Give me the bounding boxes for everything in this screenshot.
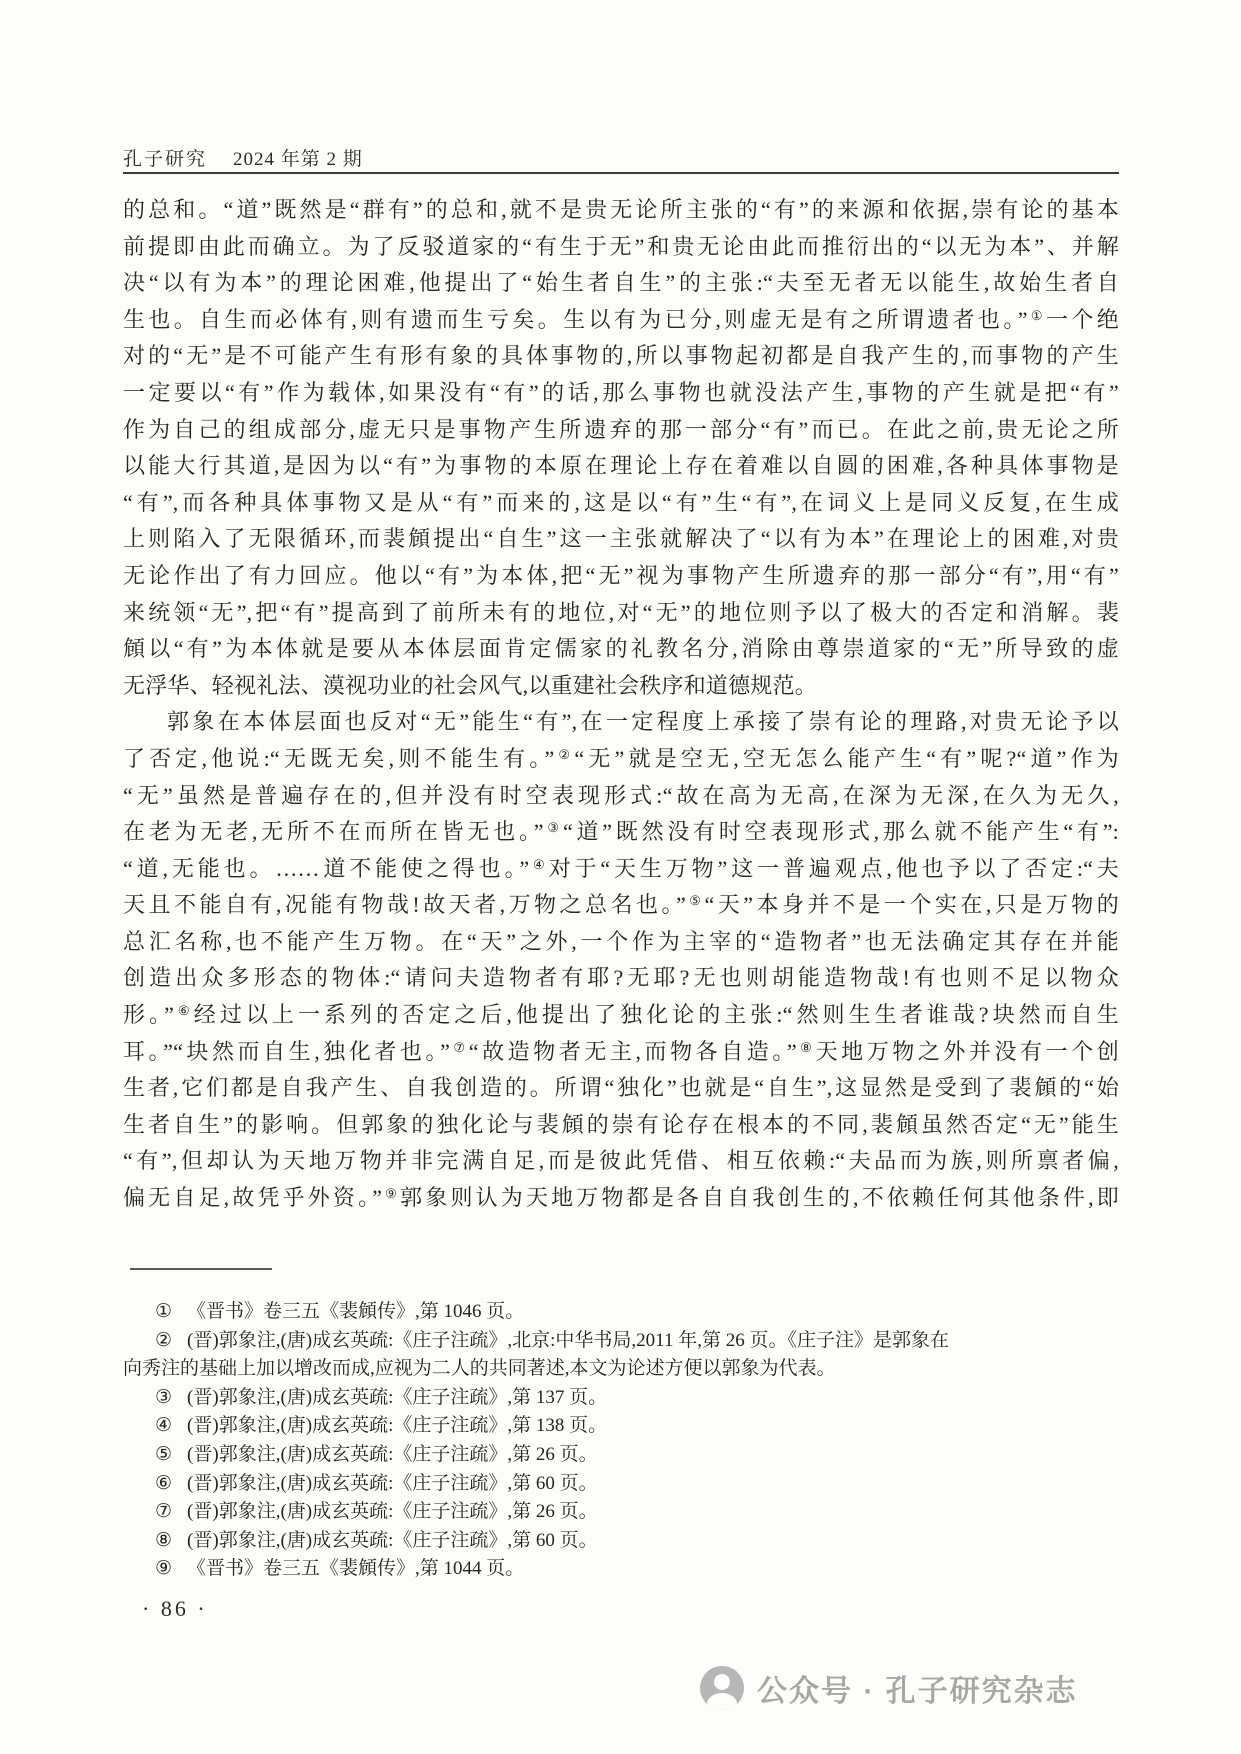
body-line: “无”虽然是普遍存在的,但并没有时空表现形式:“故在高为无高,在深为无深,在久为无久, [123, 782, 1119, 808]
footnote-ref: ④ [529, 856, 549, 872]
footnote-marker: ⑤ [155, 1443, 173, 1465]
body-line: 创造出众多形态的物体:“请问夫造物者有耶?无耶?无也则胡能造物哉!有也则不足以物众 [123, 965, 1119, 991]
body-line: 前提即由此而确立。为了反驳道家的“有生于无”和贵无论由此而推衍出的“以无为本”、并解 [123, 233, 1119, 259]
watermark-text: 公众号 · 孔子研究杂志 [757, 1675, 1078, 1708]
body-line: “有”,而各种具体事物又是从“有”而来的,这是以“有”生“有”,在词义上是同义反复,在生成 [123, 489, 1119, 515]
footnotes-list [123, 1298, 1119, 1584]
footnote-line [123, 1327, 1119, 1356]
footnote-ref: ⑤ [685, 893, 705, 909]
footnote-line [123, 1412, 1119, 1441]
footnote-line [123, 1527, 1119, 1556]
body-line: 的总和。“道”既然是“群有”的总和,就不是贵无论所主张的“有”的来源和依据,崇有论的基本 [123, 197, 1119, 222]
footnote-text: (晋)郭象注,(唐)成玄英疏:《庄子注疏》,第 137 页。 [187, 1386, 608, 1408]
body-line: 耳。”“块然而自生,独化者也。”⑦“故造物者无主,而物各自造。”⑧天地万物之外并没有一个创 [123, 1038, 1119, 1064]
body-line: “道,无能也。……道不能使之得也。”④对于“天生万物”这一普遍观点,他也予以了否定:“夫 [123, 855, 1119, 881]
body-line: “有”,但却认为天地万物并非完满自足,而是彼此凭借、相互依赖:“夫品而为族,则所禀者偏, [123, 1148, 1119, 1174]
footnote-line [123, 1441, 1119, 1470]
footnote-line [123, 1498, 1119, 1527]
body-line: 天且不能自有,况能有物哉!故天者,万物之总名也。”⑤“天”本身并不是一个实在,只是万物的 [123, 892, 1119, 918]
body-line: 了否定,他说:“无既无矣,则不能生有。”②“无”就是空无,空无怎么能产生“有”呢?“道”作为 [123, 745, 1119, 771]
footnote-marker: ④ [155, 1415, 173, 1437]
body-line: 生者,它们都是自我产生、自我创造的。所谓“独化”也就是“自生”,这显然是受到了裴頠的“始 [123, 1075, 1119, 1101]
footnote-line [123, 1470, 1119, 1499]
footnote-separator [130, 1268, 272, 1270]
body-line: 生者自生”的影响。但郭象的独化论与裴頠的崇有论存在根本的不同,裴頠虽然否定“无”能生 [123, 1111, 1119, 1137]
running-head [123, 144, 363, 171]
body-line: 无论作出了有力回应。他以“有”为本体,把“无”视为事物产生所遗弃的那一部分“有”,用“有” [123, 562, 1119, 588]
page-number: · 86 · [142, 1596, 208, 1621]
body-line: 决“以有为本”的理论困难,他提出了“始生者自生”的主张:“夫至无者无以能生,故始生者自 [123, 270, 1119, 296]
footnote-ref: ① [1027, 307, 1047, 323]
footnote-text: (晋)郭象注,(唐)成玄英疏:《庄子注疏》,第 60 页。 [187, 1529, 598, 1551]
body-line: 偏无自足,故凭乎外资。”⑨郭象则认为天地万物都是各自自我创生的,不依赖任何其他条件,即 [123, 1185, 1119, 1211]
body-line: 对的“无”是不可能产生有形有象的具体事物的,所以事物起初都是自我产生的,而事物的产生 [123, 343, 1119, 369]
journal-issue: 2024 年第 2 期 [233, 149, 363, 170]
body-line: 一定要以“有”作为载体,如果没有“有”的话,那么事物也就没法产生,事物的产生就是把“有” [123, 379, 1119, 405]
footnote-text: (晋)郭象注,(唐)成玄英疏:《庄子注疏》,北京:中华书局,2011 年,第 26 页。《庄子注》是郭象在 [187, 1329, 949, 1351]
footnote-text: (晋)郭象注,(唐)成玄英疏:《庄子注疏》,第 138 页。 [187, 1415, 608, 1437]
footnote-text: 《晋书》卷三五《裴頠传》,第 1046 页。 [187, 1301, 525, 1322]
body-line: 生也。自生而必体有,则有遗而生亏矣。生以有为已分,则虚无是有之所谓遗者也。”①一个绝 [123, 306, 1119, 332]
footnote-marker: ③ [155, 1386, 173, 1408]
body-paragraph [123, 192, 1119, 704]
footnote-ref: ⑥ [174, 1002, 194, 1018]
footnote-ref: ⑧ [796, 1039, 816, 1055]
footnote-marker: ① [155, 1301, 173, 1322]
watermark [700, 1666, 1078, 1710]
footnote-text: 《晋书》卷三五《裴頠传》,第 1044 页。 [187, 1558, 525, 1580]
footnote-text: (晋)郭象注,(唐)成玄英疏:《庄子注疏》,第 26 页。 [187, 1501, 598, 1523]
body-line: 上则陷入了无限循环,而裴頠提出“自生”这一主张就解决了“以有为本”在理论上的困难,对贵 [123, 526, 1119, 552]
footnote-line [123, 1384, 1119, 1413]
footnote-text: (晋)郭象注,(唐)成玄英疏:《庄子注疏》,第 26 页。 [187, 1443, 598, 1465]
body-line: 无浮华、轻视礼法、漠视功业的社会风气,以重建社会秩序和道德规范。 [123, 672, 817, 698]
body-line: 作为自己的组成部分,虚无只是事物产生所遗弃的那一部分“有”而已。在此之前,贵无论之所 [123, 416, 1119, 442]
footnote-marker: ⑦ [155, 1501, 173, 1523]
footnote-line: 向秀注的基础上加以增改而成,应视为二人的共同著述,本文为论述方便以郭象为代表。 [123, 1358, 836, 1380]
footnote-marker: ⑨ [155, 1558, 173, 1580]
body-line: 形。”⑥经过以上一系列的否定之后,他提出了独化论的主张:“然则生生者谁哉?块然而自生 [123, 1002, 1119, 1028]
body-line: 郭象在本体层面也反对“无”能生“有”,在一定程度上承接了崇有论的理路,对贵无论予以 [167, 709, 1119, 735]
footnote-line [123, 1298, 1119, 1327]
body-line: 在老为无老,无所不在而所在皆无也。”③“道”既然没有时空表现形式,那么就不能产生“有”: [123, 819, 1119, 845]
body-paragraph [123, 704, 1119, 1216]
wechat-account-person-icon [700, 1666, 744, 1710]
footnote-marker: ⑥ [155, 1472, 173, 1494]
footnote-ref: ⑨ [382, 1185, 401, 1201]
footnote-ref: ③ [543, 819, 563, 835]
body-line: 总汇名称,也不能产生万物。在“天”之外,一个作为主宰的“造物者”也无法确定其存在并能 [123, 928, 1119, 954]
header-rule [123, 172, 1119, 174]
footnote-marker: ② [155, 1329, 173, 1351]
body-line: 以能大行其道,是因为以“有”为事物的本原在理论上存在着难以自圆的困难,各种具体事物是 [123, 453, 1119, 479]
footnote-ref: ⑦ [450, 1039, 469, 1055]
body-text [123, 192, 1119, 1217]
journal-title: 孔子研究 [123, 149, 208, 170]
body-line: 来统领“无”,把“有”提高到了前所未有的地位,对“无”的地位则予以了极大的否定和消解。裴 [123, 599, 1119, 625]
footnote-line [123, 1555, 1119, 1584]
footnote-text: (晋)郭象注,(唐)成玄英疏:《庄子注疏》,第 60 页。 [187, 1472, 598, 1494]
footnote-ref: ② [554, 746, 575, 762]
footnote-marker: ⑧ [155, 1529, 173, 1551]
body-line: 頠以“有”为本体就是要从本体层面肯定儒家的礼教名分,消除由尊崇道家的“无”所导致的虚 [123, 636, 1119, 662]
